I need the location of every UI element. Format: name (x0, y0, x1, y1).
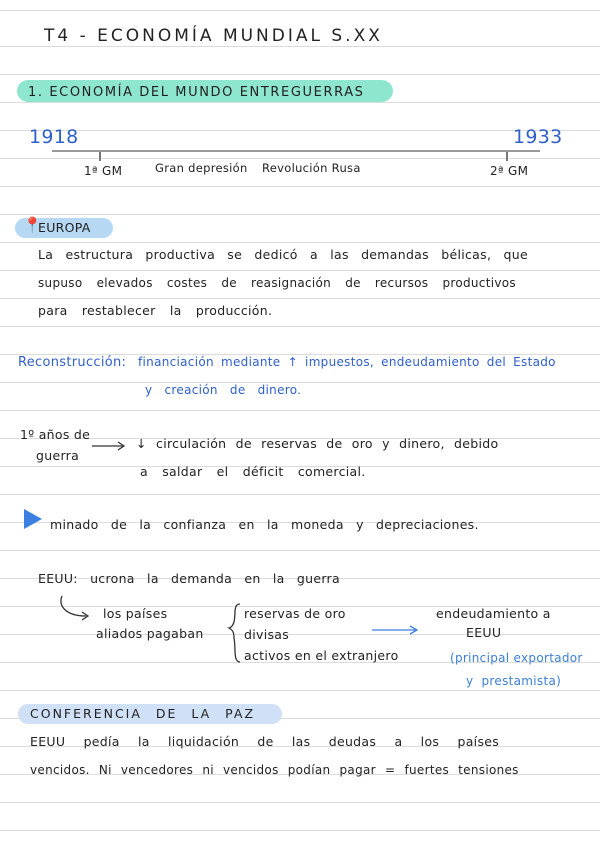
page-title: T4 - ECONOMÍA MUNDIAL S.XX (44, 26, 383, 46)
conferencia-line: EEUU pedía la liquidación de las deudas a los países (30, 734, 500, 749)
eeuu-item: activos en el extranjero (244, 648, 399, 663)
minado-text: minado de la confianza en la moneda y depreciaciones. (50, 517, 479, 532)
timeline-end-year: 1933 (513, 126, 563, 148)
eeuu-paises: los países (103, 606, 168, 621)
conferencia-line: vencidos. Ni vencedores ni vencidos podían pagar = fuertes tensiones (30, 763, 519, 777)
anos-guerra-label: guerra (36, 448, 80, 463)
eeuu-note: y prestamista) (466, 674, 562, 688)
brace-icon (229, 604, 240, 662)
europa-line: La estructura productiva se dedicó a las demandas bélicas, que (38, 247, 528, 262)
europa-line: supuso elevados costes de reasignación de recursos productivos (38, 276, 516, 290)
europa-heading: EUROPA (38, 220, 91, 235)
reconstruccion-label: Reconstrucción: (18, 355, 127, 370)
anos-guerra-line: ↓ circulación de reservas de oro y dinero, debido (136, 436, 499, 451)
timeline-start-year: 1918 (29, 126, 79, 148)
anos-guerra-label: 1º años de (20, 427, 91, 442)
timeline-event: 1ª GM (84, 164, 123, 178)
curved-arrow-icon (61, 596, 86, 616)
section-heading: 1. ECONOMÍA DEL MUNDO ENTREGUERRAS (28, 85, 365, 100)
eeuu-result: endeudamiento a (436, 606, 551, 621)
eeuu-result: EEUU (466, 625, 502, 640)
pin-icon: 📍 (23, 216, 42, 234)
anos-guerra-line: a saldar el déficit comercial. (140, 464, 366, 479)
conferencia-heading: CONFERENCIA DE LA PAZ (30, 706, 256, 721)
timeline-event: Gran depresión (155, 161, 248, 175)
eeuu-item: divisas (244, 627, 290, 642)
timeline-event: 2ª GM (490, 164, 529, 178)
eeuu-line: EEUU: ucrona la demanda en la guerra (38, 571, 340, 586)
timeline-event: Revolución Rusa (262, 161, 361, 175)
eeuu-item: reservas de oro (244, 606, 346, 621)
reconstruccion-line: financiación mediante ↑ impuestos, endeudamiento del Estado (138, 355, 556, 369)
reconstruccion-line: y creación de dinero. (145, 383, 302, 397)
europa-line: para restablecer la producción. (38, 303, 273, 318)
eeuu-paises: aliados pagaban (96, 626, 204, 641)
eeuu-note: (principal exportador (450, 651, 583, 665)
